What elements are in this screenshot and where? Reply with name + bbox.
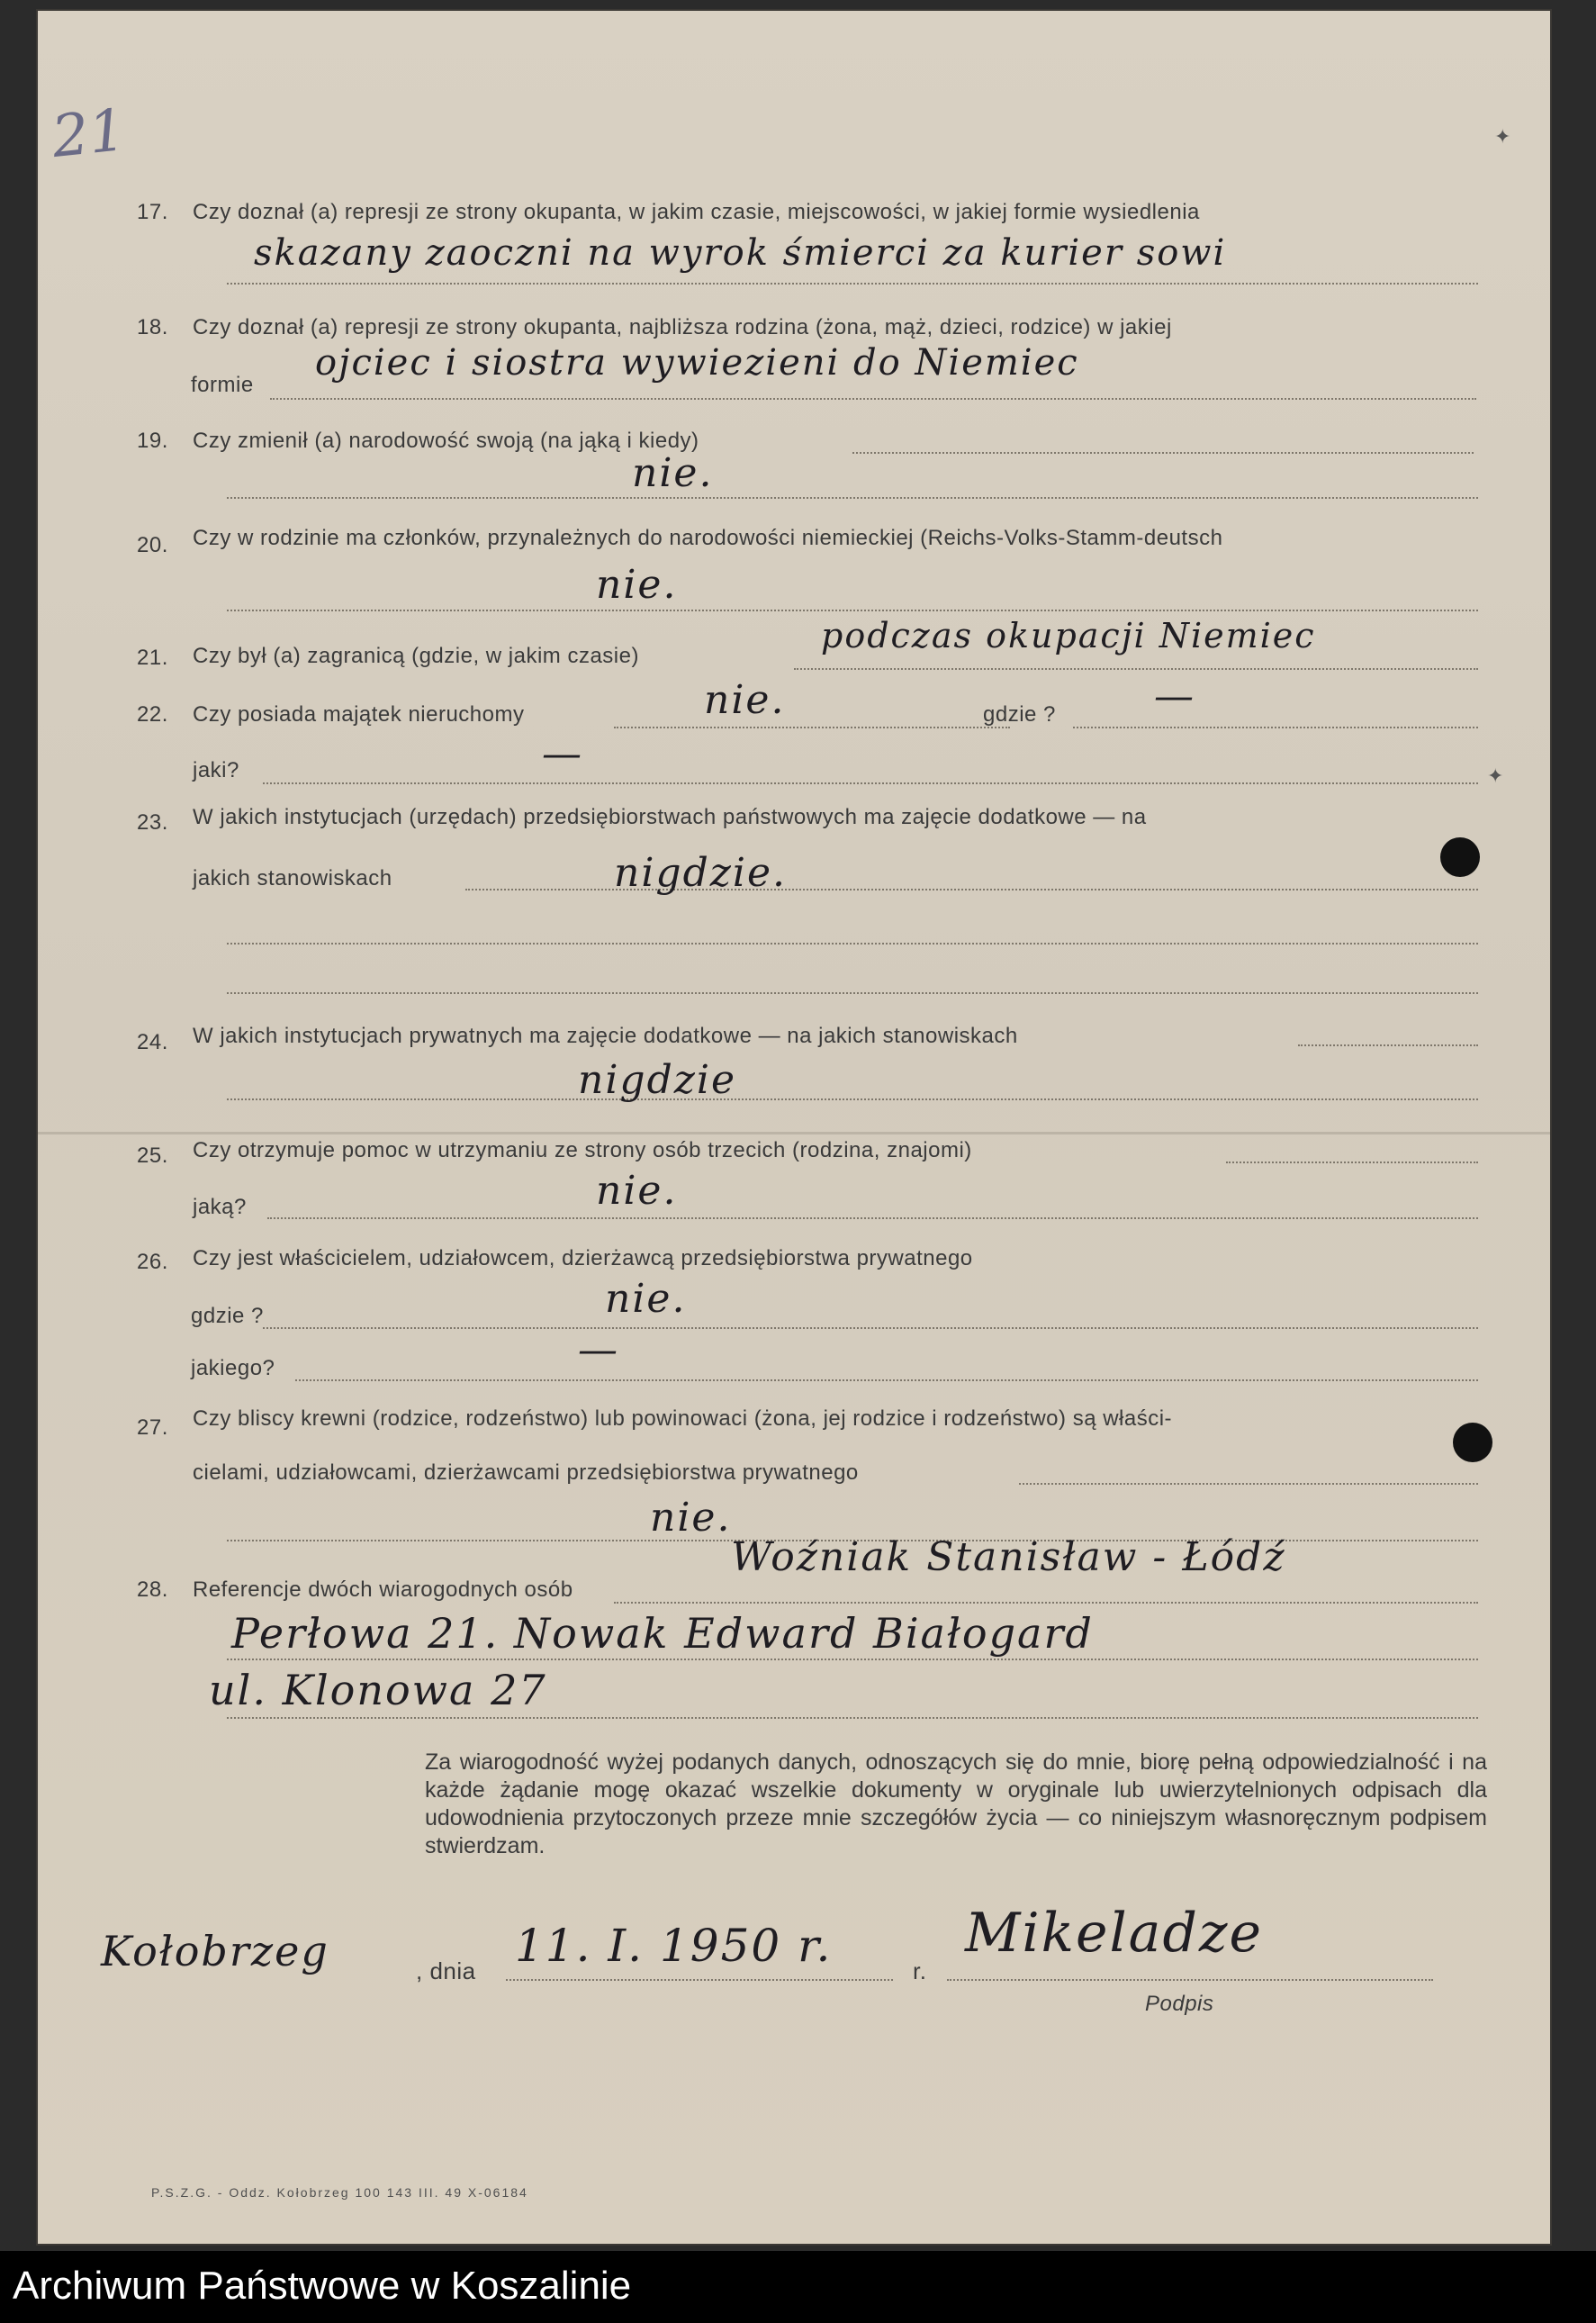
handwritten-answer: podczas okupacji Niemiec <box>821 616 1316 655</box>
question-text: W jakich instytucjach (urzędach) przedsiębiorstwach państwowych ma zajęcie dodatkowe — na <box>193 805 1147 829</box>
answer-line <box>227 1659 1478 1660</box>
answer-line <box>227 283 1478 285</box>
question-number: 28. <box>137 1577 168 1602</box>
handwritten-answer: nigdzie. <box>614 850 788 896</box>
punch-hole-top <box>1440 837 1480 877</box>
question-text: jakich stanowiskach <box>193 866 392 890</box>
answer-line <box>227 610 1478 611</box>
handwritten-answer: — <box>578 1327 619 1373</box>
question-number: 27. <box>137 1415 168 1440</box>
answer-line <box>227 943 1478 945</box>
handwritten-answer: — <box>1154 673 1195 719</box>
date-label: , dnia <box>416 1957 476 1984</box>
question-text: jaką? <box>193 1195 247 1219</box>
question-number: 17. <box>137 200 168 224</box>
question-text: Czy jest właścicielem, udziałowcem, dzierżawcą przedsiębiorstwa prywatnego <box>193 1246 973 1270</box>
question-number: 25. <box>137 1143 168 1168</box>
question-text: Czy otrzymuje pomoc w utrzymaniu ze strony osób trzecich (rodzina, znajomi) <box>193 1138 972 1162</box>
staple-mark-top: ✦ <box>1494 126 1511 149</box>
paper-fold <box>38 1132 1550 1134</box>
question-text: gdzie ? <box>191 1304 264 1328</box>
question-number: 26. <box>137 1250 168 1274</box>
handwritten-answer: nie. <box>605 1276 687 1322</box>
handwritten-answer: ul. Klonowa 27 <box>209 1666 547 1714</box>
answer-line <box>1019 1483 1478 1485</box>
question-number: 23. <box>137 810 168 835</box>
declaration-paragraph: Za wiarogodność wyżej podanych danych, odnoszących się do mnie, biorę pełną odpowiedzialność i na każde żądanie mogę okazać wszelkie dokumenty w oryginale lub uwierzytelnionych odpisach dla udowodnienia przytoczonych przeze mnie szczegółów życia — co niniejszym własnoręcznym podpisem stwierdzam. <box>425 1749 1487 1858</box>
question-text: formie <box>191 373 254 397</box>
handwritten-page-number: 21 <box>49 96 130 172</box>
handwritten-date: 11. I. 1950 r. <box>515 1920 833 1972</box>
question-number: 19. <box>137 429 168 453</box>
signature-line <box>947 1979 1433 1981</box>
question-text: Czy doznał (a) represji ze strony okupanta, w jakim czasie, miejscowości, w jakiej formie wysiedlenia <box>193 200 1200 224</box>
handwritten-place: Kołobrzeg <box>101 1927 329 1975</box>
question-text: Czy posiada majątek nieruchomy <box>193 702 525 727</box>
handwritten-answer: skazany zaoczni na wyrok śmierci za kurier sowi <box>254 232 1227 274</box>
handwritten-answer: — <box>542 731 583 777</box>
question-text: jakiego? <box>191 1356 275 1380</box>
staple-mark-middle: ✦ <box>1487 765 1504 788</box>
question-text: gdzie ? <box>983 702 1056 727</box>
form-page <box>38 11 1550 2244</box>
answer-line <box>227 1717 1478 1719</box>
question-text: Czy był (a) zagranicą (gdzie, w jakim czasie) <box>193 644 639 668</box>
caption-bar <box>0 2251 1596 2323</box>
question-number: 20. <box>137 533 168 557</box>
answer-line <box>227 992 1478 994</box>
handwritten-answer: nigdzie <box>578 1057 737 1103</box>
handwritten-answer: nie. <box>704 677 786 723</box>
question-text: Czy zmienił (a) narodowość swoją (na jąką i kiedy) <box>193 429 699 453</box>
question-text: jaki? <box>193 758 239 782</box>
question-text: W jakich instytucjach prywatnych ma zajęcie dodatkowe — na jakich stanowiskach <box>193 1024 1018 1048</box>
answer-line <box>267 1217 1478 1219</box>
handwritten-answer: nie. <box>632 450 714 496</box>
answer-line <box>227 1098 1478 1100</box>
question-number: 21. <box>137 646 168 670</box>
year-suffix-label: r. <box>913 1957 927 1984</box>
answer-line <box>614 1602 1478 1604</box>
printer-imprint: P.S.Z.G. - Oddz. Kołobrzeg 100 143 III. 49 X-06184 <box>151 2185 528 2200</box>
question-text: Czy doznał (a) represji ze strony okupanta, najbliższa rodzina (żona, mąż, dzieci, rodzice) w jakiej <box>193 315 1172 339</box>
answer-line <box>295 1379 1478 1381</box>
question-text: Czy w rodzinie ma członków, przynależnych do narodowości niemieckiej (Reichs-Volks-Stamm-deutsch <box>193 526 1223 550</box>
signature-label: Podpis <box>1145 1992 1214 2016</box>
question-text: cielami, udziałowcami, dzierżawcami przedsiębiorstwa prywatnego <box>193 1460 859 1485</box>
answer-line <box>1073 727 1478 728</box>
handwritten-signature: Mikeladze <box>965 1902 1263 1965</box>
handwritten-answer: nie. <box>596 562 678 608</box>
answer-line <box>270 398 1476 400</box>
handwritten-answer: nie. <box>596 1168 678 1214</box>
answer-line <box>614 727 1010 728</box>
question-number: 24. <box>137 1030 168 1054</box>
answer-line <box>1226 1162 1478 1163</box>
handwritten-answer: ojciec i siostra wywiezieni do Niemiec <box>315 342 1079 384</box>
question-text: Czy bliscy krewni (rodzice, rodzeństwo) lub powinowaci (żona, jej rodzice i rodzeństwo) są właści- <box>193 1406 1173 1431</box>
question-number: 18. <box>137 315 168 339</box>
archive-caption: Archiwum Państwowe w Koszalinie <box>13 2264 632 2308</box>
punch-hole-bottom <box>1453 1423 1492 1462</box>
question-text: Referencje dwóch wiarogodnych osób <box>193 1577 573 1602</box>
answer-line <box>227 497 1478 499</box>
question-number: 22. <box>137 702 168 727</box>
answer-line <box>263 1327 1478 1329</box>
handwritten-answer: Perłowa 21. Nowak Edward Białogard <box>231 1609 1094 1658</box>
handwritten-answer: nie. <box>650 1495 732 1541</box>
answer-line <box>1298 1044 1478 1046</box>
answer-line <box>794 668 1478 670</box>
answer-line <box>263 782 1478 784</box>
handwritten-answer: Woźniak Stanisław - Łódź <box>731 1534 1286 1580</box>
answer-line <box>852 452 1474 454</box>
date-line <box>506 1979 893 1981</box>
